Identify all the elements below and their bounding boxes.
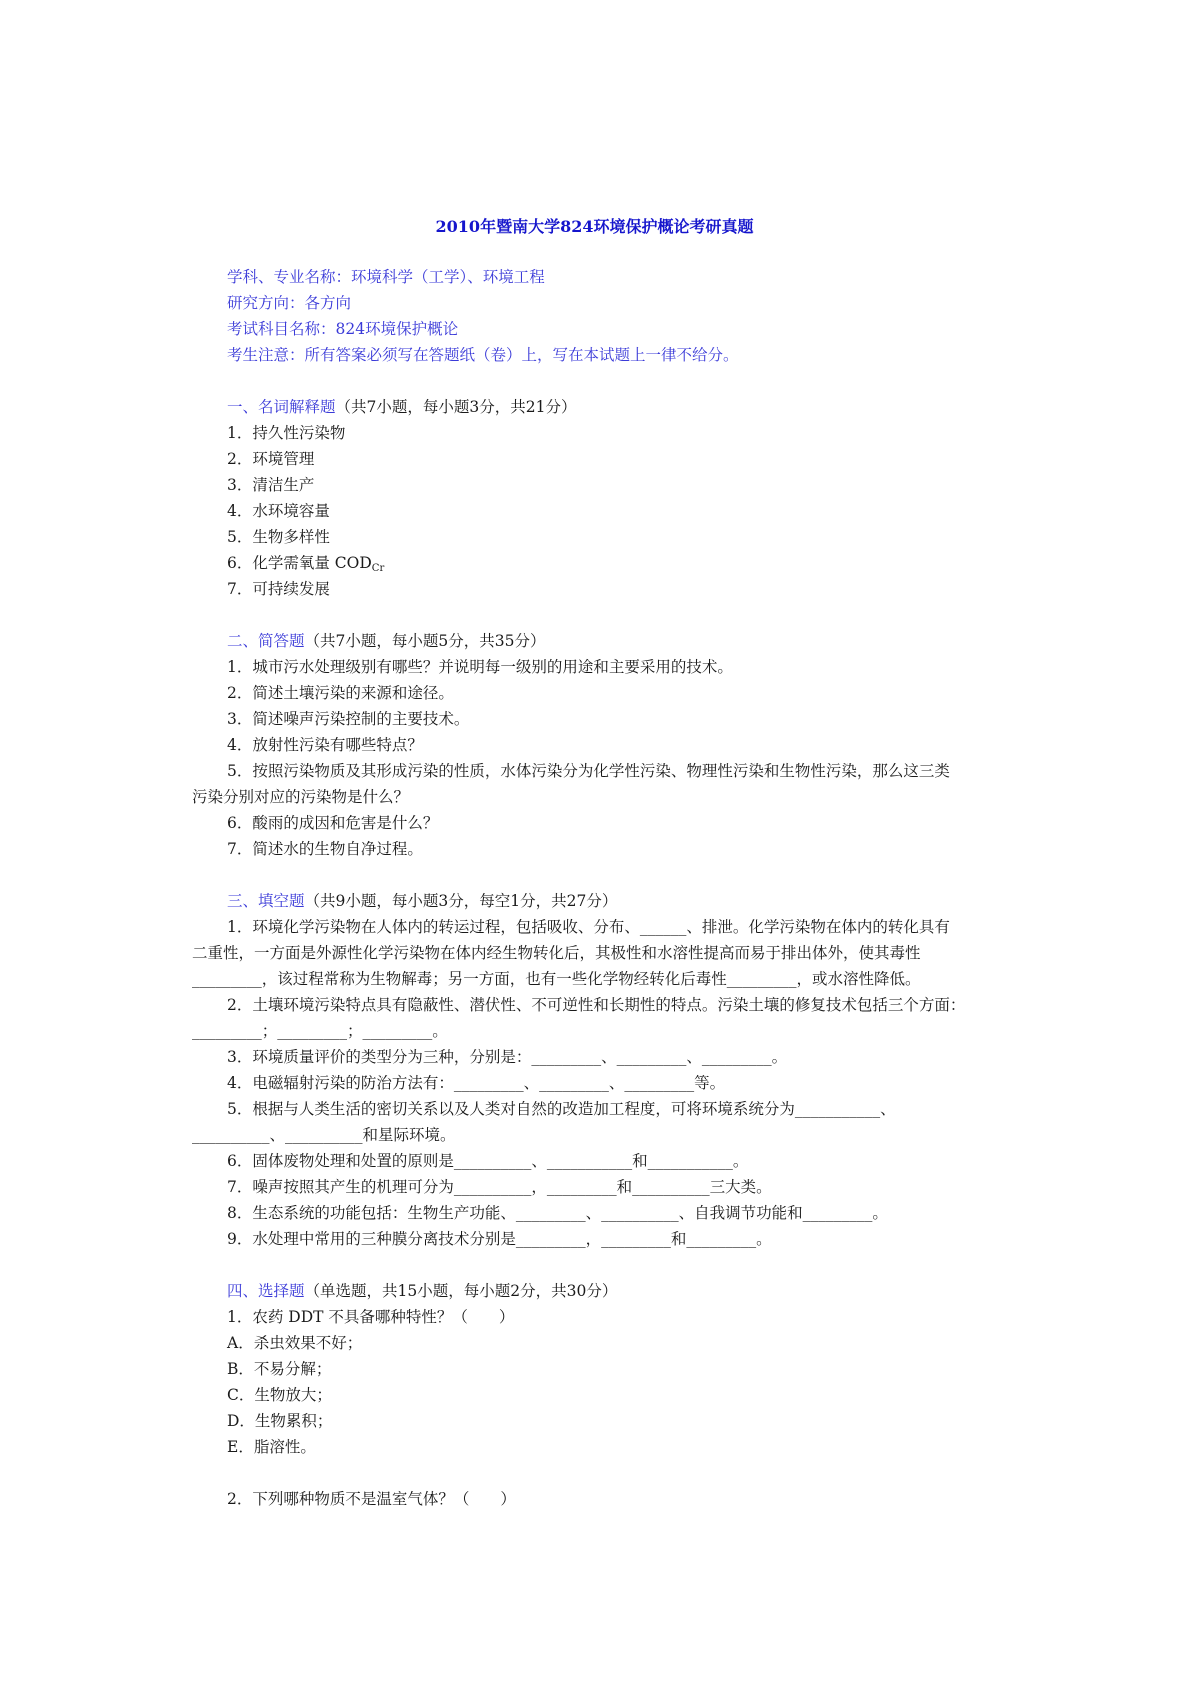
question-line: 6．固体废物处理和处置的原则是__________、___________和___________。 (227, 1152, 749, 1170)
question-line: 5．按照污染物质及其形成污染的性质，水体污染分为化学性污染、物理性污染和生物性污染，那么这三类 (227, 762, 950, 780)
question-line: 7．噪声按照其产生的机理可分为__________，_________和__________三大类。 (227, 1178, 772, 1196)
section-heading-title: 二、简答题 (227, 632, 305, 650)
list-item: 3．清洁生产 (227, 476, 315, 494)
subscript: Cr (371, 563, 385, 574)
question-line: _________，该过程常称为生物解毒；另一方面，也有一些化学物经转化后毒性_________，或水溶性降低。 (192, 970, 921, 988)
question-line: 2．简述土壤污染的来源和途径。 (227, 684, 454, 702)
question-line: 1．城市污水处理级别有哪些？并说明每一级别的用途和主要采用的技术。 (227, 658, 733, 676)
section-heading-title: 三、填空题 (227, 892, 305, 910)
question-line: 9．水处理中常用的三种膜分离技术分别是_________，_________和_________。 (227, 1230, 772, 1248)
section-heading (227, 890, 617, 912)
page-title: 2010年暨南大学824环境保护概论考研真题 (435, 217, 754, 236)
question-line: 4．电磁辐射污染的防治方法有：_________、_________、_________等。 (227, 1074, 726, 1092)
list-item: 1．持久性污染物 (227, 424, 346, 442)
question-line: 污染分别对应的污染物是什么？ (192, 788, 410, 806)
header-line: 研究方向：各方向 (227, 294, 352, 312)
option-item: A．杀虫效果不好； (227, 1334, 363, 1352)
header-line: 考试科目名称：824环境保护概论 (227, 320, 459, 338)
section-heading-detail: （共9小题，每小题3分，每空1分，共27分） (304, 892, 618, 910)
list-item: 7．可持续发展 (227, 580, 330, 598)
list-item: 4．水环境容量 (227, 502, 330, 520)
list-item: 5．生物多样性 (227, 528, 330, 546)
section-heading (227, 396, 576, 418)
option-item: E．脂溶性。 (227, 1438, 316, 1456)
question-line: 5．根据与人类生活的密切关系以及人类对自然的改造加工程度，可将环境系统分为___________、 (227, 1100, 896, 1118)
section-heading-detail: （单选题，共15小题，每小题2分，共30分） (304, 1282, 618, 1300)
section-heading-detail: （共7小题，每小题3分，共21分） (335, 398, 577, 416)
section-heading-title: 一、名词解释题 (227, 398, 336, 416)
question-line: 3．简述噪声污染控制的主要技术。 (227, 710, 470, 728)
question-line: 2．下列哪种物质不是温室气体？（ ） (227, 1490, 516, 1508)
question-line: 1．农药 DDT 不具备哪种特性？（ ） (227, 1308, 515, 1326)
list-item: 2．环境管理 (227, 450, 315, 468)
section-heading (227, 1280, 617, 1302)
question-line: 7．简述水的生物自净过程。 (227, 840, 423, 858)
question-line: 2．土壤环境污染特点具有隐蔽性、潜伏性、不可逆性和长期性的特点。污染土壤的修复技术包括三个方面： (227, 996, 966, 1014)
question-line: 1．环境化学污染物在人体内的转运过程，包括吸收、分布、______、排泄。化学污染物在体内的转化具有 (227, 918, 950, 936)
question-line: _________；_________；_________。 (192, 1022, 448, 1040)
question-line: 4．放射性污染有哪些特点？ (227, 736, 423, 754)
section-heading (227, 630, 545, 652)
header-line: 考生注意：所有答案必须写在答题纸（卷）上，写在本试题上一律不给分。 (227, 346, 739, 364)
list-item-text: 6．化学需氧量 COD (227, 554, 372, 572)
option-item: B．不易分解； (227, 1360, 332, 1378)
section-heading-title: 四、选择题 (227, 1282, 305, 1300)
question-line: 3．环境质量评价的类型分为三种，分别是：_________、_________、_________。 (227, 1048, 788, 1066)
option-item: D．生物累积； (227, 1412, 333, 1430)
question-line: __________、__________和星际环境。 (192, 1126, 456, 1144)
header-line: 学科、专业名称：环境科学（工学）、环境工程 (227, 268, 545, 286)
section-heading-detail: （共7小题，每小题5分，共35分） (304, 632, 546, 650)
list-item (227, 552, 384, 580)
question-line: 二重性，一方面是外源性化学污染物在体内经生物转化后，其极性和水溶性提高而易于排出体外，使其毒性 (192, 944, 921, 962)
option-item: C．生物放大； (227, 1386, 332, 1404)
question-line: 8．生态系统的功能包括：生物生产功能、_________、__________、自我调节功能和_________。 (227, 1204, 888, 1222)
question-line: 6．酸雨的成因和危害是什么？ (227, 814, 439, 832)
